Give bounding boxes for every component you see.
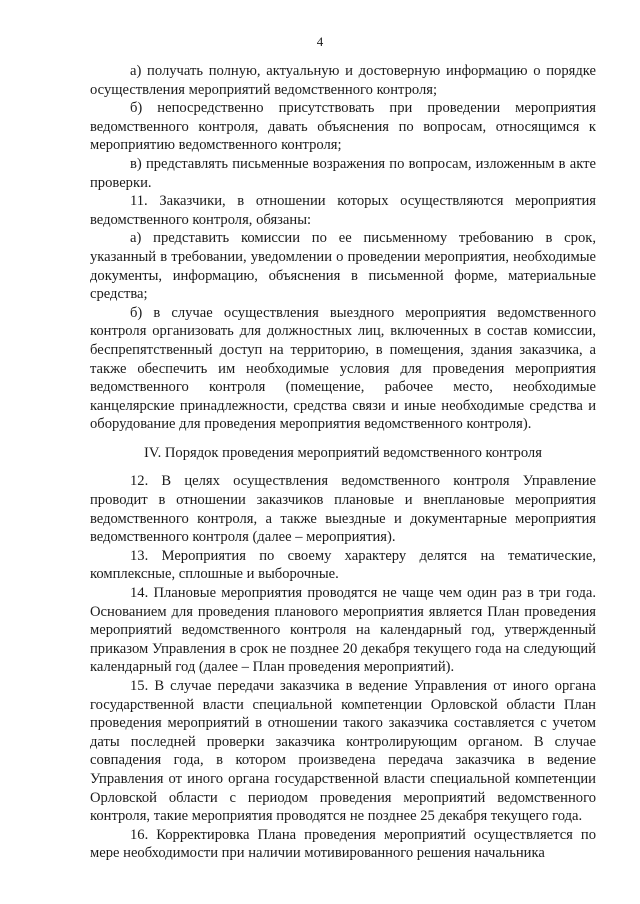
paragraph-rights-a: а) получать полную, актуальную и достоверную информацию о порядке осуществления мероприятий ведомственного контроля; [90,63,596,98]
paragraph-11: 11. Заказчики, в отношении которых осуществляются мероприятия ведомственного контроля, обязаны: [90,193,596,228]
paragraph-rights-c: в) представлять письменные возражения по вопросам, изложенным в акте проверки. [90,155,596,191]
paragraph-15: 15. В случае передачи заказчика в ведение Управления от иного органа государственной власти специальной компетенции Орловской области План проведения мероприятий в отношении такого заказчика составляется с учетом даты последней проверки заказчика контролирующим органом. В случае совпадения года, в котором произведена передача заказчика в ведение Управления от иного органа государственной власти специальной компетенции Орловской области с периодом проведения мероприятий ведомственного контроля, такие мероприятия проводятся не позднее 25 декабря текущего года. [90,678,596,825]
paragraph-13: 13. Мероприятия по своему характеру делятся на тематические, комплексные, сплошные и выборочные. [90,547,596,583]
paragraph-14: 14. Плановые мероприятия проводятся не чаще чем один раз в три года. Основанием для проведения планового мероприятия является План проведения мероприятий ведомственного контроля на календарный год, утвержденный приказом Управления в срок не позднее 20 декабря текущего года на следующий календарный год (далее – План проведения мероприятий). [90,585,596,676]
paragraph-11-a: а) представить комиссии по ее письменному требованию в срок, указанный в требовании, уведомлении о проведении мероприятия, необходимые документы, информацию, объяснения в письменной форме, материальные средства; [90,230,596,303]
paragraph-11-b: б) в случае осуществления выездного мероприятия ведомственного контроля организовать для должностных лиц, включенных в состав комиссии, беспрепятственный доступ на территорию, в помещения, здания заказчика, а также обеспечить им необходимые условия для проведения мероприятия ведомственного контроля (помещение, рабочее место, необходимые канцелярские принадлежности, средства связи и иные необходимые средства и оборудование для проведения мероприятия ведомственного контроля). [90,304,596,433]
document-body [90,62,596,863]
paragraph-12: 12. В целях осуществления ведомственного контроля Управление проводит в отношении заказчиков плановые и внеплановые мероприятия ведомственного контроля, а также выездные и документарные мероприятия ведомственного контроля (далее – мероприятия). [90,473,596,546]
paragraph-16: 16. Корректировка Плана проведения мероприятий осуществляется по мере необходимости при наличии мотивированного решения начальника [90,826,596,862]
section-heading: IV. Порядок проведения мероприятий ведомственного контроля [144,444,542,461]
page-number: 4 [316,34,324,49]
paragraph-rights-b: б) непосредственно присутствовать при проведении мероприятия ведомственного контроля, давать объяснения по вопросам, относящимся к мероприятию ведомственного контроля; [90,100,596,154]
